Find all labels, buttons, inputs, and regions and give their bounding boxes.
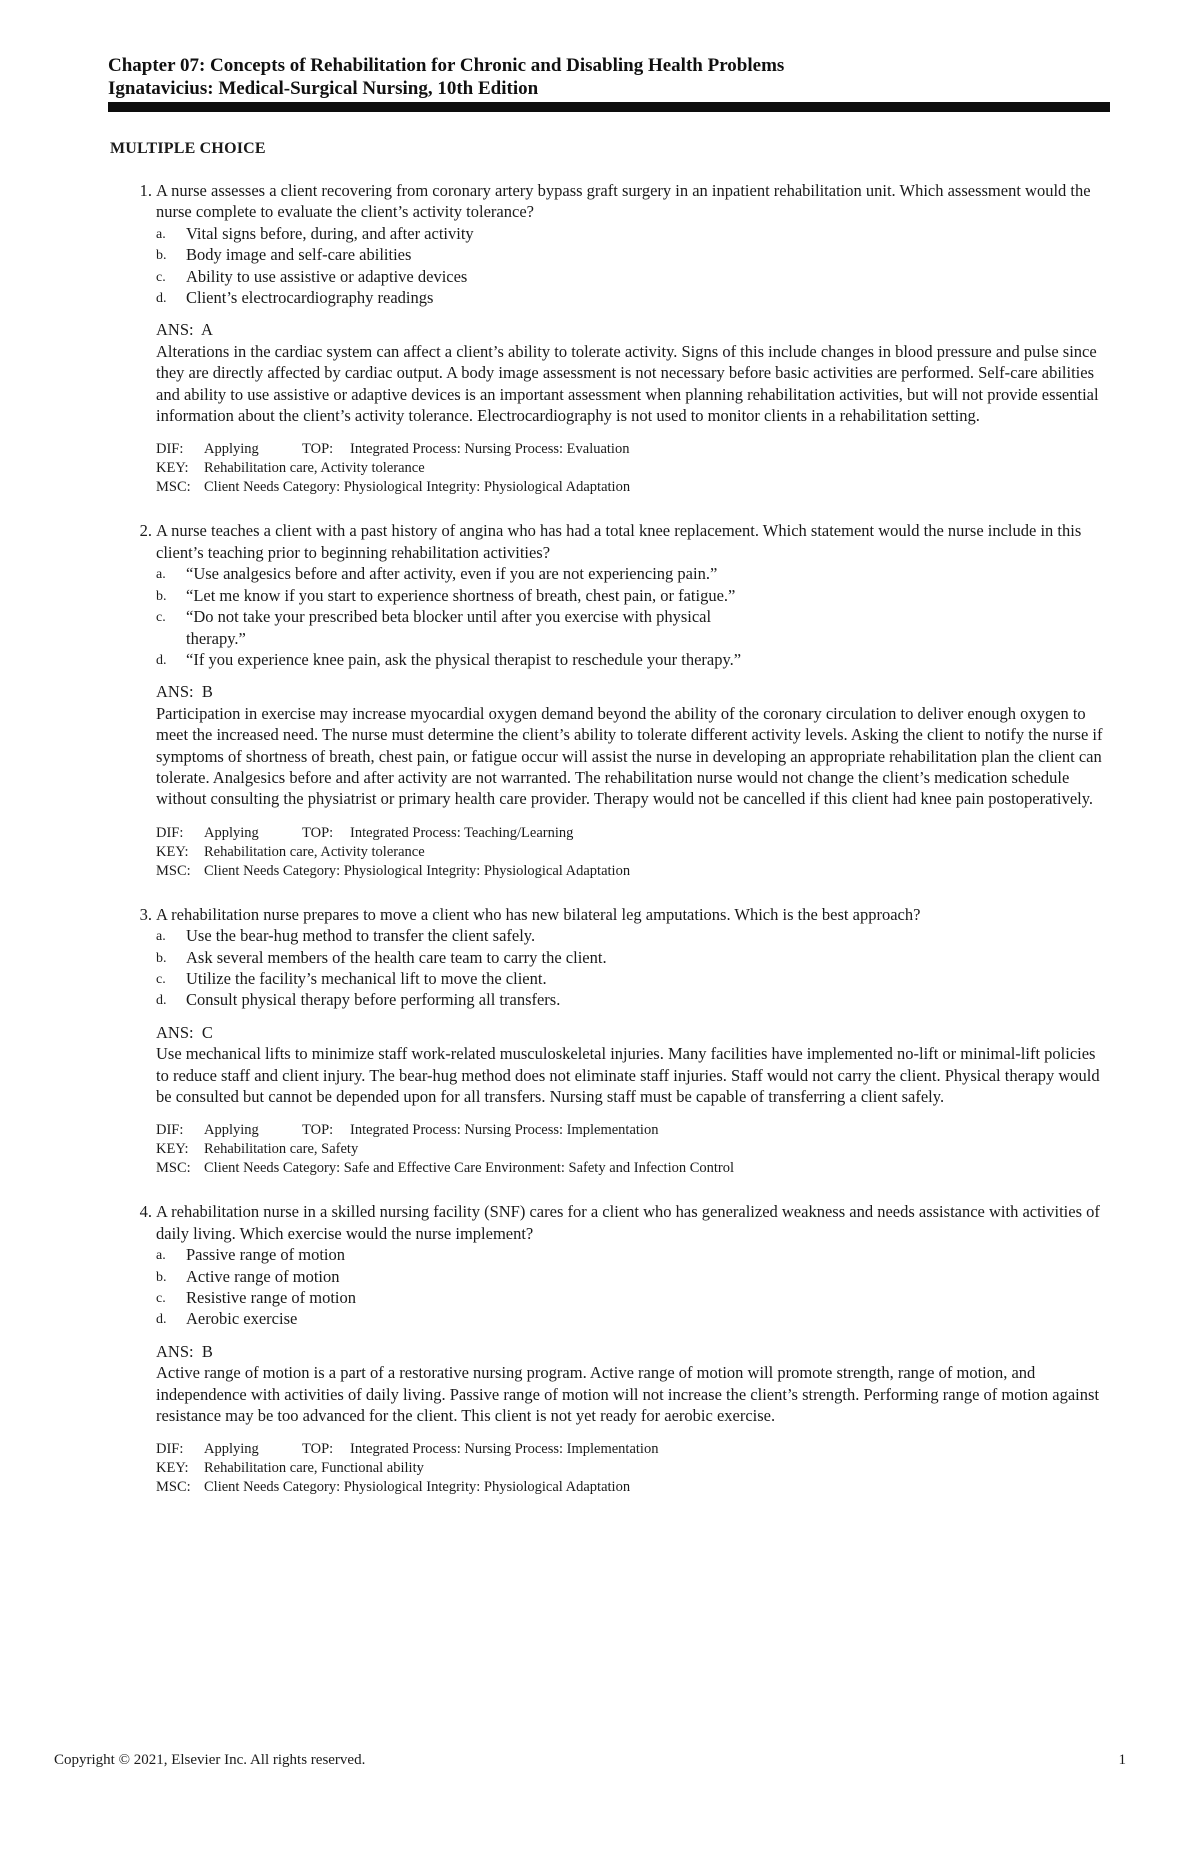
msc-label: MSC : bbox=[156, 1159, 204, 1178]
option-letter: b . bbox=[156, 1267, 167, 1288]
option-letter: a . bbox=[156, 1245, 166, 1266]
option-letter: d . bbox=[156, 1309, 167, 1330]
key-row bbox=[156, 1459, 1110, 1478]
rationale: Active range of motion is a part of a restorative nursing program. Active range of motion will promote strength, range of motion, and independence with activities of daily living. Passive range of motion will not increase the client’s strength. Performing range of motion against resistance may be too advanced for the client. This client is not yet ready for aerobic exercise. bbox=[156, 1363, 1100, 1426]
msc-row bbox=[156, 862, 1110, 881]
rationale: Alterations in the cardiac system can affect a client’s ability to tolerate activity. Signs of this include changes in blood pressure and pulse since they are directly affected by cardiac output. A body image assessment is not necessary before basic activities are performed. Self-care abilities and ability to use assistive or adaptive devices is an important assessment when planning rehabilitation activities, but will not provide essential information about the client’s activity tolerance. Electrocardiography is not used to monitor clients in a rehabilitation setting. bbox=[156, 341, 1099, 426]
option-b bbox=[156, 585, 761, 606]
key-value: Rehabilitation care, Activity tolerance bbox=[204, 460, 425, 477]
option-c bbox=[156, 606, 761, 649]
msc-value: Client Needs Category: Physiological Integrity: Physiological Adaptation bbox=[204, 862, 631, 879]
option-letter: b . bbox=[156, 948, 167, 969]
option-letter: a . bbox=[156, 564, 166, 585]
option-d bbox=[156, 989, 1110, 1010]
key-value: Rehabilitation care, Functional ability bbox=[204, 1460, 424, 1477]
option-text: Body image and self-care abilities bbox=[186, 245, 412, 265]
copyright-notice: Copyright © 2021, Elsevier Inc. All rights reserved. bbox=[54, 1752, 366, 1768]
dif-label: DIF : bbox=[156, 824, 204, 843]
dif-label: DIF : bbox=[156, 440, 204, 459]
option-letter: d . bbox=[156, 288, 167, 309]
option-c bbox=[156, 266, 1110, 287]
dif-value: Applying bbox=[204, 824, 259, 841]
question-metadata bbox=[156, 440, 1110, 497]
answer-options bbox=[156, 563, 1110, 670]
answer-label: ANS bbox=[156, 1022, 190, 1042]
option-text: Vital signs before, during, and after activity bbox=[186, 223, 474, 243]
question-number: 1 . bbox=[128, 180, 156, 201]
question-2 bbox=[110, 520, 1110, 880]
question-list bbox=[110, 180, 1110, 1520]
option-text: “Do not take your prescribed beta blocker until after you exercise with physical therapy.” bbox=[186, 607, 712, 648]
answer-line: ANS: C bbox=[156, 1022, 213, 1042]
top-value: Integrated Process: Nursing Process: Implementation bbox=[350, 1441, 659, 1458]
page-header bbox=[108, 54, 1110, 112]
option-c bbox=[156, 968, 1110, 989]
option-letter: a . bbox=[156, 926, 166, 947]
question-stem: A nurse assesses a client recovering from coronary artery bypass graft surgery in an inpatient rehabilitation unit. Which assessment would the nurse complete to evaluate the client’s activity tolerance? bbox=[156, 181, 1091, 222]
question-1 bbox=[110, 180, 1110, 497]
answer-value: B bbox=[201, 1341, 213, 1361]
answer-line: ANS: A bbox=[156, 320, 213, 340]
msc-value: Client Needs Category: Physiological Integrity: Physiological Adaptation bbox=[204, 479, 631, 496]
dif-top-row bbox=[156, 824, 1110, 843]
top-label: TOP : bbox=[302, 824, 350, 843]
msc-row bbox=[156, 478, 1110, 497]
dif-value: Applying bbox=[204, 1122, 259, 1139]
top-label: TOP : bbox=[302, 1440, 350, 1459]
msc-label: MSC : bbox=[156, 478, 204, 497]
answer-value: A bbox=[200, 320, 213, 340]
chapter-title: Chapter 07: Concepts of Rehabilitation for Chronic and Disabling Health Problems bbox=[108, 55, 785, 76]
question-4 bbox=[110, 1201, 1110, 1497]
answer-label: ANS bbox=[156, 682, 190, 702]
option-letter: d . bbox=[156, 650, 167, 671]
answer-block bbox=[156, 1022, 1110, 1108]
question-stem: A nurse teaches a client with a past history of angina who has had a total knee replacement. Which statement would the nurse include in this client’s teaching prior to beginning rehabilitation activities? bbox=[156, 521, 1082, 562]
question-number: 3 . bbox=[128, 904, 156, 925]
option-a bbox=[156, 925, 1110, 946]
answer-label: ANS bbox=[156, 320, 190, 340]
question-stem: A rehabilitation nurse prepares to move a client who has new bilateral leg amputations. Which is the best approach? bbox=[156, 904, 921, 924]
rationale: Participation in exercise may increase myocardial oxygen demand beyond the ability of the coronary circulation to deliver enough oxygen to meet the increased need. The nurse must determine the client’s ability to tolerate different activity levels. Asking the client to notify the nurse if symptoms of shortness of breath, chest pain, or fatigue occur will assist the nurse in developing an appropriate rehabilitation plan the client can tolerate. Analgesics before and after activity are not warranted. The rehabilitation nurse would not change the client’s medication schedule without consulting the physiatrist or primary health care provider. Therapy would not be cancelled if this client had knee pain postoperatively. bbox=[156, 703, 1103, 809]
option-b bbox=[156, 1266, 1110, 1287]
header-divider bbox=[108, 102, 1110, 112]
option-a bbox=[156, 563, 1110, 584]
answer-value: C bbox=[201, 1022, 213, 1042]
option-letter: c . bbox=[156, 267, 166, 288]
question-3 bbox=[110, 904, 1110, 1179]
question-metadata bbox=[156, 1121, 1110, 1178]
question-number: 4 . bbox=[128, 1201, 156, 1222]
msc-value: Client Needs Category: Safe and Effective Care Environment: Safety and Infection Control bbox=[204, 1160, 735, 1177]
question-stem: A rehabilitation nurse in a skilled nursing facility (SNF) cares for a client who has generalized weakness and needs assistance with activities of daily living. Which exercise would the nurse implement? bbox=[156, 1202, 1100, 1243]
option-text: Active range of motion bbox=[186, 1266, 340, 1286]
option-letter: a . bbox=[156, 224, 166, 245]
option-letter: b . bbox=[156, 245, 167, 266]
dif-label: DIF : bbox=[156, 1121, 204, 1140]
top-value: Integrated Process: Teaching/Learning bbox=[350, 824, 574, 841]
option-text: Client’s electrocardiography readings bbox=[186, 288, 434, 308]
answer-line: ANS: B bbox=[156, 1341, 213, 1361]
msc-value: Client Needs Category: Physiological Integrity: Physiological Adaptation bbox=[204, 1479, 631, 1496]
option-b bbox=[156, 244, 1110, 265]
option-text: Resistive range of motion bbox=[186, 1288, 357, 1308]
key-row bbox=[156, 1140, 1110, 1159]
msc-row bbox=[156, 1478, 1110, 1497]
dif-top-row bbox=[156, 440, 1110, 459]
page-footer bbox=[54, 1752, 1126, 1769]
key-label: KEY : bbox=[156, 1140, 204, 1159]
option-d bbox=[156, 287, 1110, 308]
answer-block bbox=[156, 681, 1110, 809]
dif-value: Applying bbox=[204, 1441, 259, 1458]
answer-options bbox=[156, 223, 1110, 309]
answer-line: ANS: B bbox=[156, 682, 213, 702]
option-text: Consult physical therapy before performing all transfers. bbox=[186, 990, 561, 1010]
option-text: “Use analgesics before and after activity, even if you are not experiencing pain.” bbox=[186, 564, 718, 584]
section-heading: MULTIPLE CHOICE bbox=[110, 140, 266, 157]
option-text: Aerobic exercise bbox=[186, 1309, 298, 1329]
msc-label: MSC : bbox=[156, 862, 204, 881]
key-value: Rehabilitation care, Activity tolerance bbox=[204, 843, 425, 860]
top-label: TOP : bbox=[302, 440, 350, 459]
key-value: Rehabilitation care, Safety bbox=[204, 1141, 359, 1158]
option-letter: c . bbox=[156, 969, 166, 990]
dif-label: DIF : bbox=[156, 1440, 204, 1459]
top-value: Integrated Process: Nursing Process: Implementation bbox=[350, 1122, 659, 1139]
dif-value: Applying bbox=[204, 441, 259, 458]
answer-label: ANS bbox=[156, 1341, 190, 1361]
answer-options bbox=[156, 1244, 1110, 1330]
option-text: Ability to use assistive or adaptive devices bbox=[186, 266, 468, 286]
option-text: Ask several members of the health care team to carry the client. bbox=[186, 947, 607, 967]
option-letter: c . bbox=[156, 607, 166, 628]
option-b bbox=[156, 947, 1110, 968]
key-label: KEY : bbox=[156, 843, 204, 862]
key-label: KEY : bbox=[156, 1459, 204, 1478]
option-letter: d . bbox=[156, 990, 167, 1011]
dif-top-row bbox=[156, 1121, 1110, 1140]
top-value: Integrated Process: Nursing Process: Evaluation bbox=[350, 441, 630, 458]
top-label: TOP : bbox=[302, 1121, 350, 1140]
page-number: 1 bbox=[1118, 1752, 1126, 1768]
key-row bbox=[156, 843, 1110, 862]
msc-row bbox=[156, 1159, 1110, 1178]
option-a bbox=[156, 1244, 1110, 1265]
option-text: Use the bear-hug method to transfer the client safely. bbox=[186, 926, 536, 946]
option-d bbox=[156, 1308, 1110, 1329]
option-text: “Let me know if you start to experience shortness of breath, chest pain, or fatigue.” bbox=[186, 585, 736, 605]
option-d bbox=[156, 649, 761, 670]
key-label: KEY : bbox=[156, 459, 204, 478]
option-a bbox=[156, 223, 1110, 244]
option-letter: c . bbox=[156, 1288, 166, 1309]
msc-label: MSC : bbox=[156, 1478, 204, 1497]
question-metadata bbox=[156, 824, 1110, 881]
key-row bbox=[156, 459, 1110, 478]
option-text: “If you experience knee pain, ask the physical therapist to reschedule your therapy.” bbox=[186, 649, 742, 669]
answer-block bbox=[156, 319, 1110, 426]
option-c bbox=[156, 1287, 1110, 1308]
question-number: 2 . bbox=[128, 520, 156, 541]
answer-value: B bbox=[201, 682, 213, 702]
answer-block bbox=[156, 1341, 1110, 1427]
option-text: Utilize the facility’s mechanical lift to move the client. bbox=[186, 968, 547, 988]
option-letter: b . bbox=[156, 586, 167, 607]
dif-top-row bbox=[156, 1440, 1110, 1459]
option-text: Passive range of motion bbox=[186, 1245, 346, 1265]
answer-options bbox=[156, 925, 1110, 1011]
rationale: Use mechanical lifts to minimize staff work-related musculoskeletal injuries. Many facilities have implemented no-lift or minimal-lift policies to reduce staff and client injury. The bear-hug method does not eliminate staff injuries. Staff would not carry the client. Physical therapy would be consulted but cannot be depended upon for all transfers. Nursing staff must be capable of transferring a client safely. bbox=[156, 1044, 1100, 1106]
question-metadata bbox=[156, 1440, 1110, 1497]
book-title: Ignatavicius: Medical-Surgical Nursing, 10th Edition bbox=[108, 78, 539, 99]
